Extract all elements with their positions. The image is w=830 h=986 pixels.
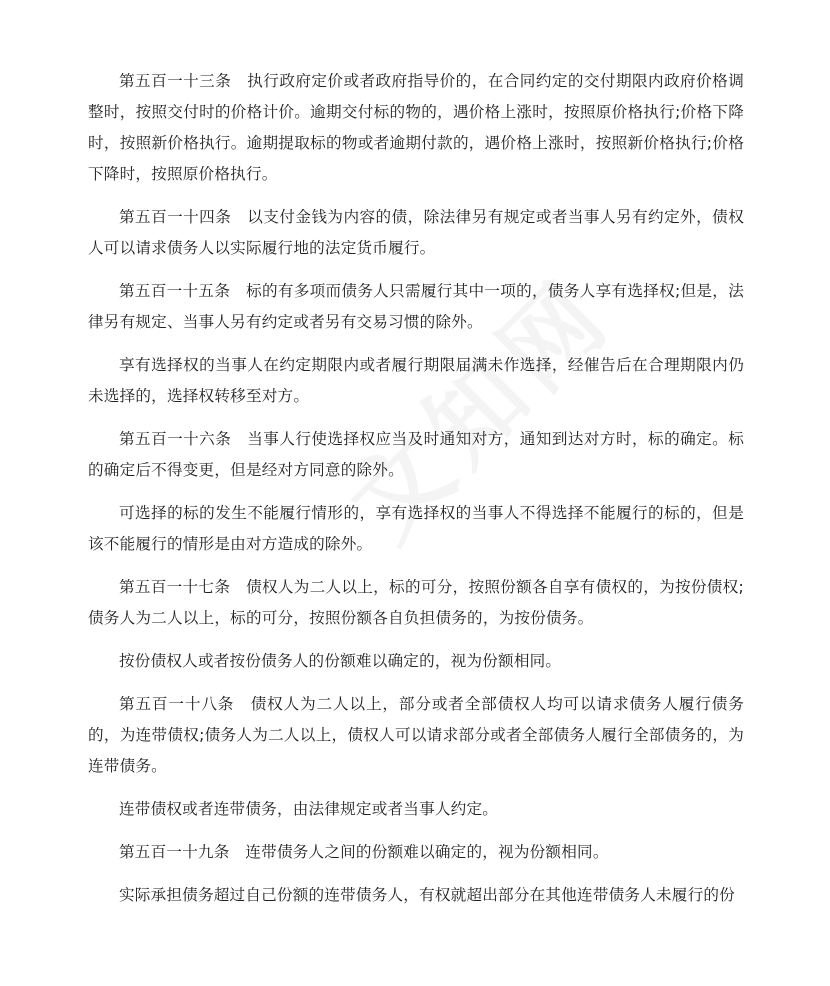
- paragraph-article-516: 第五百一十六条 当事人行使选择权应当及时通知对方，通知到达对方时，标的确定。标的确定后不得变更，但是经对方同意的除外。: [88, 430, 744, 479]
- document-page: [88, 66, 744, 923]
- paragraph-article-517: 第五百一十七条 债权人为二人以上，标的可分，按照份额各自享有债权的，为按份债权;债务人为二人以上，标的可分，按照份额各自负担债务的，为按份债务。: [88, 578, 744, 627]
- paragraph-article-518: 第五百一十八条 债权人为二人以上，部分或者全部债权人均可以请求债务人履行债务的，为连带债权;债务人为二人以上，债权人可以请求部分或者全部债务人履行全部债务的，为连带债务。: [88, 695, 744, 775]
- paragraph-article-515: 第五百一十五条 标的有多项而债务人只需履行其中一项的，债务人享有选择权;但是，法律另有规定、当事人另有约定或者另有交易习惯的除外。: [88, 282, 744, 331]
- paragraph-article-513: 第五百一十三条 执行政府定价或者政府指导价的，在合同约定的交付期限内政府价格调整时，按照交付时的价格计价。逾期交付标的物的，遇价格上涨时，按照原价格执行;价格下降时，按照新价格执行。逾期提取标的物或者逾期付款的，遇价格上涨时，按照新价格执行;价格下降时，按照原价格执行。: [88, 72, 744, 183]
- paragraph-article-518-cont: 连带债权或者连带债务，由法律规定或者当事人约定。: [119, 800, 499, 818]
- paragraph-article-519-cont: 实际承担债务超过自己份额的连带债务人，有权就超出部分在其他连带债务人未履行的份: [119, 886, 735, 904]
- paragraph-article-514: 第五百一十四条 以支付金钱为内容的债，除法律另有规定或者当事人另有约定外，债权人可以请求债务人以实际履行地的法定货币履行。: [88, 208, 744, 257]
- paragraph-article-519: 第五百一十九条 连带债务人之间的份额难以确定的，视为份额相同。: [119, 843, 609, 861]
- paragraph-article-517-cont: 按份债权人或者按份债务人的份额难以确定的，视为份额相同。: [119, 652, 562, 670]
- paragraph-article-516-cont: 可选择的标的发生不能履行情形的，享有选择权的当事人不得选择不能履行的标的，但是该不能履行的情形是由对方造成的除外。: [88, 504, 744, 553]
- paragraph-article-515-cont: 享有选择权的当事人在约定期限内或者履行期限届满未作选择，经催告后在合理期限内仍未选择的，选择权转移至对方。: [88, 356, 744, 405]
